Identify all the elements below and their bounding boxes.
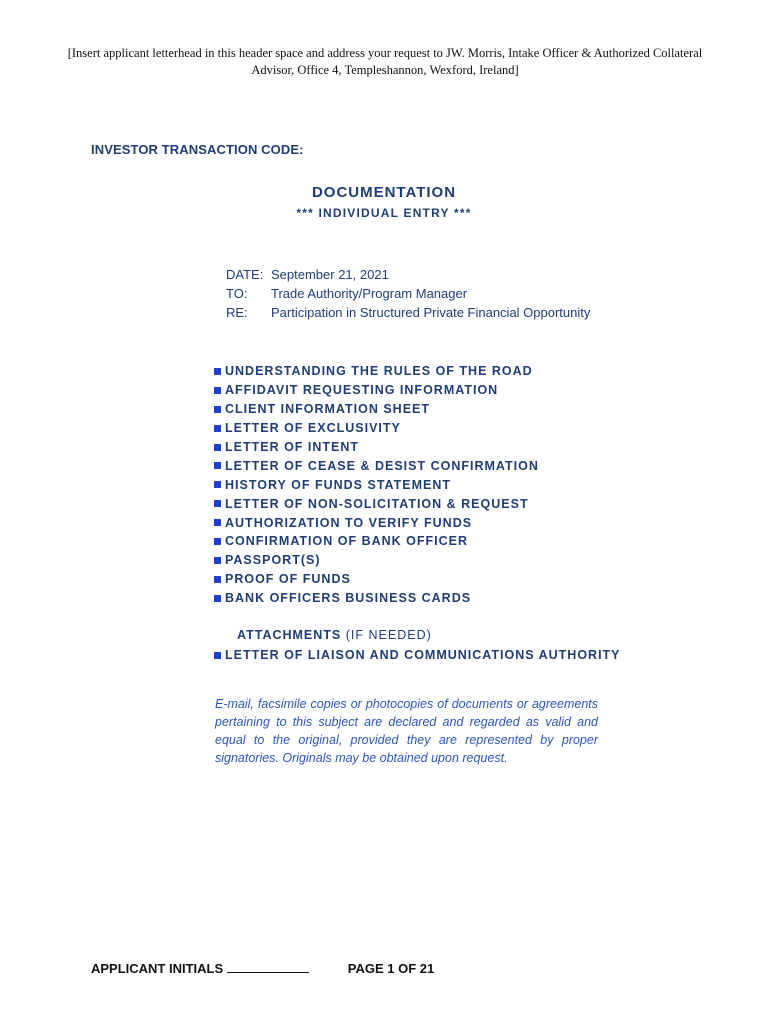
memo-re-value: Participation in Structured Private Financial Opportunity xyxy=(271,305,591,320)
memo-to-row xyxy=(226,284,590,303)
transaction-code-label: INVESTOR TRANSACTION CODE: xyxy=(91,142,304,157)
square-bullet-icon xyxy=(214,368,221,375)
square-bullet-icon xyxy=(214,519,221,526)
list-item xyxy=(214,475,539,494)
attachments-qualifier: (IF NEEDED) xyxy=(345,628,432,642)
square-bullet-icon xyxy=(214,425,221,432)
initials-blank-line xyxy=(227,960,309,973)
list-item-label: LETTER OF INTENT xyxy=(225,440,360,454)
square-bullet-icon xyxy=(214,557,221,564)
list-item-label: AUTHORIZATION TO VERIFY FUNDS xyxy=(225,515,473,530)
square-bullet-icon xyxy=(214,500,221,507)
list-item xyxy=(214,513,539,532)
memo-date-label: DATE: xyxy=(226,267,264,282)
square-bullet-icon xyxy=(214,387,221,394)
list-item xyxy=(214,646,621,665)
memo-date-value: September 21, 2021 xyxy=(271,267,389,282)
list-item-label: UNDERSTANDING THE RULES OF THE ROAD xyxy=(225,364,533,379)
applicant-initials-label: APPLICANT INITIALS xyxy=(91,961,224,976)
list-item-label: HISTORY OF FUNDS STATEMENT xyxy=(225,477,452,492)
square-bullet-icon xyxy=(214,462,221,469)
list-item-label: CONFIRMATION OF BANK OFFICER xyxy=(225,534,469,549)
square-bullet-icon xyxy=(214,444,221,451)
memo-re-row xyxy=(226,303,590,322)
memo-to-value: Trade Authority/Program Manager xyxy=(271,286,468,301)
list-item xyxy=(214,551,539,570)
list-item-label: BANK OFFICERS BUSINESS CARDS xyxy=(225,591,472,606)
list-item-label: PASSPORT(S) xyxy=(225,553,321,568)
page-footer xyxy=(91,960,434,976)
list-item-label: LETTER OF CEASE & DESIST CONFIRMATION xyxy=(225,458,539,473)
list-item-label: AFFIDAVIT REQUESTING INFORMATION xyxy=(225,383,499,398)
letterhead-placeholder-note: [Insert applicant letterhead in this header space and address your request to JW. Morris, Intake Officer & Authorized Collateral Advisor, Office 4, Templeshannon, Wexford, Ireland] xyxy=(67,46,703,77)
list-item xyxy=(214,589,539,608)
list-item-label: LETTER OF LIAISON AND COMMUNICATIONS AUTHORITY xyxy=(225,648,621,663)
attachments-list xyxy=(214,646,621,665)
list-item xyxy=(214,419,539,438)
memo-block xyxy=(226,265,590,322)
list-item xyxy=(214,362,539,381)
square-bullet-icon xyxy=(214,576,221,583)
list-item-label: CLIENT INFORMATION SHEET xyxy=(225,402,431,417)
attachments-heading-label: ATTACHMENTS xyxy=(237,628,342,642)
list-item xyxy=(214,381,539,400)
square-bullet-icon xyxy=(214,652,221,659)
list-item xyxy=(214,570,539,589)
required-documents-list xyxy=(214,362,539,608)
memo-date-row xyxy=(226,265,590,284)
memo-to-label: TO: xyxy=(226,286,248,301)
list-item-label: LETTER OF EXCLUSIVITY xyxy=(225,421,401,436)
copies-validity-notice: E-mail, facsimile copies or photocopies of documents or agreements pertaining to this subject are declared and regarded as valid and equal to the original, provided they are represented by proper signatories. Originals may be obtained upon request. xyxy=(215,697,598,765)
square-bullet-icon xyxy=(214,481,221,488)
page-number: PAGE 1 OF 21 xyxy=(347,961,435,976)
square-bullet-icon xyxy=(214,538,221,545)
list-item-label: PROOF OF FUNDS xyxy=(225,572,351,587)
list-item xyxy=(214,456,539,475)
attachments-heading xyxy=(237,628,432,642)
list-item-label: LETTER OF NON-SOLICITATION & REQUEST xyxy=(225,496,529,511)
square-bullet-icon xyxy=(214,595,221,602)
list-item xyxy=(214,532,539,551)
list-item xyxy=(214,438,539,457)
memo-re-label: RE: xyxy=(226,305,248,320)
document-subtitle: *** INDIVIDUAL ENTRY *** xyxy=(296,206,472,220)
list-item xyxy=(214,400,539,419)
document-title: DOCUMENTATION xyxy=(311,184,457,201)
list-item xyxy=(214,494,539,513)
square-bullet-icon xyxy=(214,406,221,413)
